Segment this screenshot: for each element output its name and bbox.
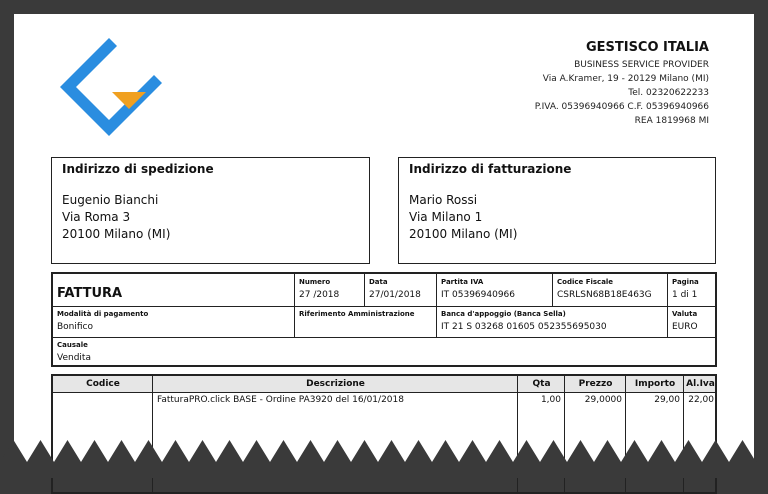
billing-title: Indirizzo di fatturazione [409,162,572,176]
bank-label: Banca d'appoggio (Banca Sella) [441,310,566,318]
bank-cell [437,306,668,337]
admin-reference-label: Riferimento Amministrazione [299,310,415,318]
row-codice [55,394,151,406]
payment-method: Bonifico [57,322,94,332]
invoice-vat-cell [437,274,553,306]
shipping-address-box [51,157,370,264]
header-prezzo: Prezzo [578,379,613,389]
invoice-page-cell [668,274,715,306]
company-name: GESTISCO ITALIA [585,40,709,55]
row-prezzo: 29,0000 [584,395,622,405]
payment-method-label: Modalità di pagamento [57,310,149,318]
invoice-number: 27 /2018 [299,290,340,300]
billing-address-box [398,157,716,264]
shipping-city: 20100 Milano (MI) [62,227,171,241]
invoice-fiscal-code-cell [553,274,668,306]
company-info [535,40,709,128]
bank-iban: IT 21 S 03268 01605 052355695030 [441,322,607,332]
admin-reference-cell [295,306,437,337]
payment-method-cell [53,306,295,337]
header-qta: Qta [532,379,551,389]
company-rea: REA 1819968 MI [634,116,709,126]
billing-street: Via Milano 1 [409,210,483,224]
invoice-row-2 [53,306,715,338]
header-iva: Al.Iva [686,379,715,389]
invoice-number-label: Numero [299,278,331,286]
currency-cell [668,306,715,337]
shipping-name: Eugenio Bianchi [62,193,159,207]
row-qta: 1,00 [540,395,561,405]
reason-label: Causale [57,341,88,349]
currency-label: Valuta [672,310,698,318]
billing-city: 20100 Milano (MI) [409,227,518,241]
row-importo: 29,00 [654,395,680,405]
torn-edge [0,440,768,478]
invoice-page-number: 1 di 1 [672,290,698,300]
invoice-number-cell [295,274,365,306]
invoice-vat-label: Partita IVA [441,278,484,286]
invoice-row-1 [53,274,715,307]
invoice-vat: IT 05396940966 [441,290,515,300]
company-tagline: BUSINESS SERVICE PROVIDER [574,60,709,70]
invoice-date-label: Data [369,278,388,286]
company-tax-ids: P.IVA. 05396940966 C.F. 05396940966 [534,102,709,112]
reason: Vendita [57,353,91,363]
header-codice: Codice [86,379,120,389]
invoice-page-label: Pagina [672,278,699,286]
reason-cell [53,337,715,365]
shipping-title: Indirizzo di spedizione [62,162,214,176]
invoice-date: 27/01/2018 [369,290,421,300]
header-descrizione: Descrizione [306,379,365,389]
company-logo [54,34,170,146]
row-iva: 22,00 [688,395,714,405]
billing-name: Mario Rossi [409,193,478,207]
invoice-title: FATTURA [57,286,123,301]
invoice-row-3 [53,337,715,365]
currency: EURO [672,322,698,332]
company-phone: Tel. 02320622233 [628,88,709,98]
invoice-fiscal-code-label: Codice Fiscale [557,278,614,286]
shipping-street: Via Roma 3 [62,210,131,224]
company-address: Via A.Kramer, 19 - 20129 Milano (MI) [542,74,709,84]
row-descrizione: FatturaPRO.click BASE - Ordine PA3920 del 16/01/2018 [157,395,404,405]
invoice-header-table [51,272,717,367]
header-importo: Importo [634,379,676,389]
invoice-date-cell [365,274,437,306]
invoice-fiscal-code: CSRLSN68B18E463G [557,290,652,300]
invoice-title-cell [53,274,295,306]
